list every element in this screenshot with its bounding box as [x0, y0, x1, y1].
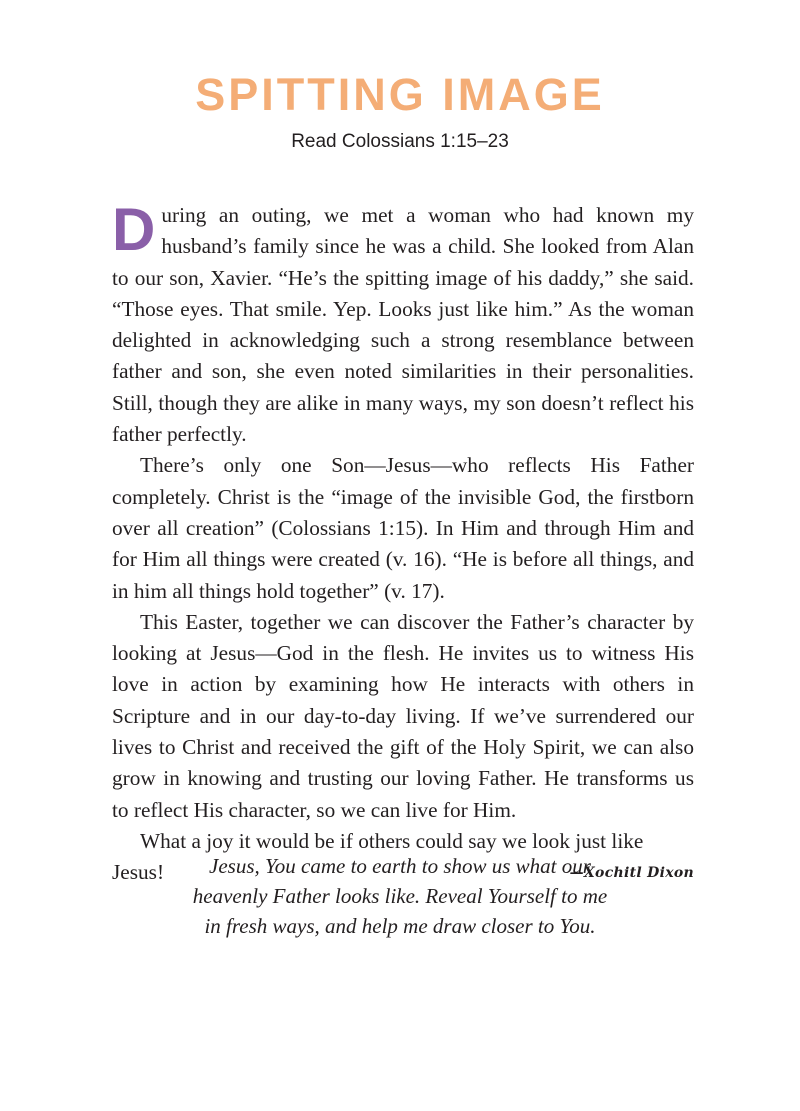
paragraph-2: There’s only one Son—Jesus—who reflects His Father completely. Christ is the “image of the invisible God, the firstborn over all creation” (Colossians 1:15). In Him and through Him and for Him all things were created (v. 16). “He is before all things, and in him all things hold together” (v. 17). [112, 453, 694, 603]
drop-cap: D [112, 196, 156, 263]
paragraph-3: This Easter, together we can discover the Father’s character by looking at Jesus—God in the flesh. He invites us to witness His love in action by examining how He interacts with others in Scripture and in our day-to-day living. If we’ve surrendered our lives to Christ and received the gift of the Holy Spirit, we can also grow in knowing and trusting our loving Father. He transforms us to reflect His character, so we can live for Him. [112, 609, 694, 822]
author-signature: —Xochitl Dixon [569, 864, 694, 881]
devotional-body [112, 196, 694, 889]
prayer-line-2: heavenly Father looks like. Reveal Yourself to me [192, 884, 608, 908]
page-title: SPITTING IMAGE [195, 69, 605, 120]
paragraph-4-line-2: Jesus! [112, 860, 165, 885]
paragraph-1 [112, 196, 694, 450]
prayer-line-3: in fresh ways, and help me draw closer to You. [204, 914, 596, 938]
scripture-reference: Read Colossians 1:15–23 [291, 131, 509, 152]
paragraph-4-line-1: What a joy it would be if others could say we look just like [140, 828, 644, 853]
paragraph-1-text: uring an outing, we met a woman who had known my husband’s family since he was a child. She looked from Alan to our son, Xavier. “He’s the spitting image of his daddy,” she said. “Those eyes. That smile. Yep. Looks just like him.” As the woman delighted in acknowledging such a strong resemblance between father and son, she even noted similarities in their personalities. Still, though they are alike in many ways, my son doesn’t reflect his father perfectly. [112, 203, 694, 447]
prayer-line-1: Jesus, You came to earth to show us what our [209, 854, 591, 878]
closing-prayer [150, 851, 650, 941]
